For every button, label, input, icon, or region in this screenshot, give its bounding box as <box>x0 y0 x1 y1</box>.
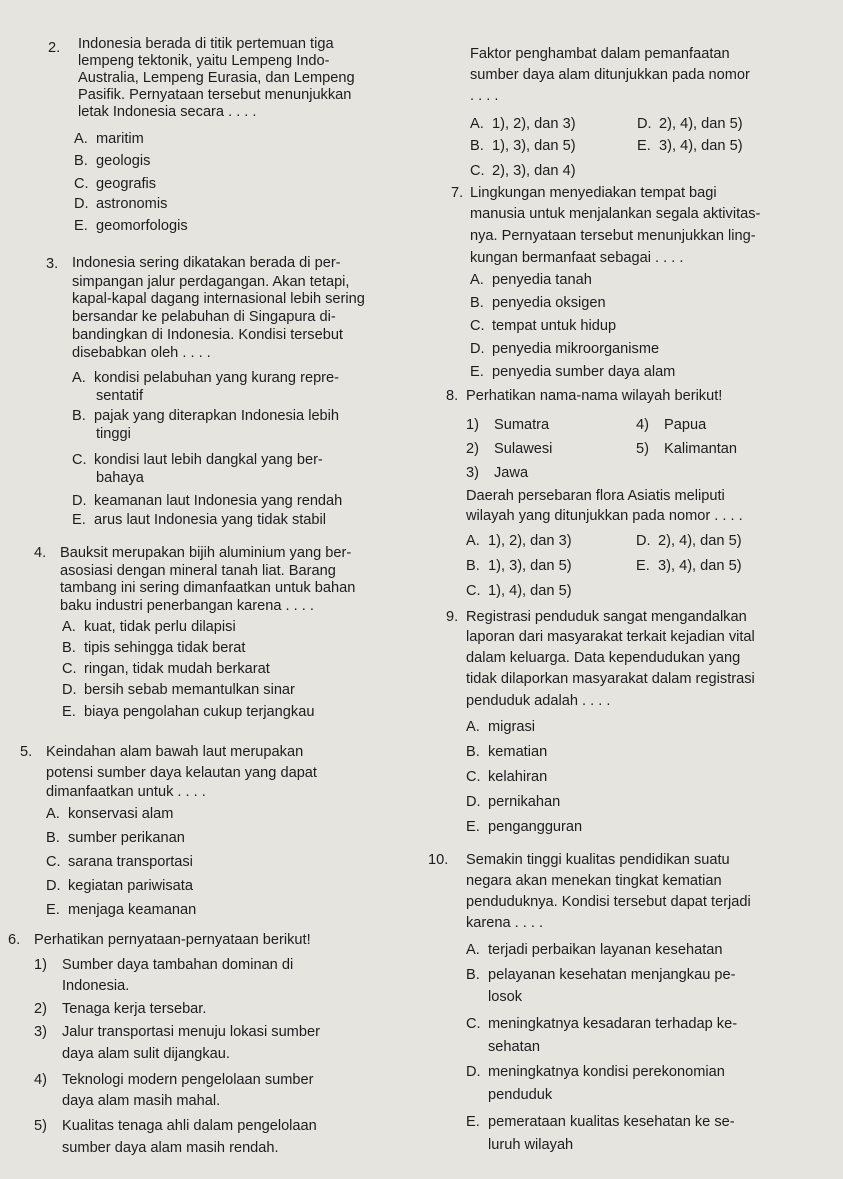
option-c[interactable]: C. kondisi laut lebih dangkal yang ber- <box>72 452 323 468</box>
option-d[interactable]: D. penyedia mikroorganisme <box>470 341 660 357</box>
question-stem-line: dimanfaatkan untuk . . . . <box>46 784 206 800</box>
option-d-continuation: penduduk <box>488 1087 553 1103</box>
option-a[interactable]: A. maritim <box>74 131 144 147</box>
question-line: wilayah yang ditunjukkan pada nomor . . . . <box>466 508 743 524</box>
question-stem-line: asosiasi dengan mineral tanah liat. Barang <box>60 563 336 579</box>
option-a-continuation: sentatif <box>96 388 144 404</box>
question-stem-line: karena . . . . <box>466 915 544 931</box>
option-a[interactable]: A. kuat, tidak perlu dilapisi <box>62 619 236 635</box>
question-stem-line: lempeng tektonik, yaitu Lempeng Indo- <box>78 53 330 69</box>
question-stem-line: laporan dari masyarakat terkait kejadian vital <box>466 629 755 645</box>
statement-4: 4) Teknologi modern pengelolaan sumber <box>34 1072 314 1088</box>
statement-continuation: Indonesia. <box>62 978 130 994</box>
option-e[interactable]: E. penyedia sumber daya alam <box>470 364 676 380</box>
option-b[interactable]: B. sumber perikanan <box>46 830 185 846</box>
statement-5: 5) Kualitas tenaga ahli dalam pengelolaan <box>34 1118 317 1134</box>
question-line: Daerah persebaran flora Asiatis meliputi <box>466 488 725 504</box>
question-stem-line: Lingkungan menyediakan tempat bagi <box>470 185 717 201</box>
question-stem-line: nya. Pernyataan tersebut menunjukkan ling- <box>470 228 756 244</box>
region-2: 2) Sulawesi <box>466 441 553 457</box>
question-stem-line: Registrasi penduduk sangat mengandalkan <box>466 609 747 625</box>
question-number: 7. <box>451 185 464 201</box>
option-c-continuation: bahaya <box>96 470 144 486</box>
option-d[interactable]: D. pernikahan <box>466 794 561 810</box>
option-b[interactable]: B. kematian <box>466 744 548 760</box>
option-d[interactable]: D. 2), 4), dan 5) <box>637 116 743 132</box>
question-number: 5. <box>20 744 33 760</box>
question-stem-line: baku industri penerbangan karena . . . . <box>60 598 314 614</box>
question-stem-line: dalam keluarga. Data kependudukan yang <box>466 650 741 666</box>
question-stem-line: Semakin tinggi kualitas pendidikan suatu <box>466 852 730 868</box>
question-stem-line: kapal-kapal dagang internasional lebih sering <box>72 291 365 307</box>
question-stem-line: penduduknya. Kondisi tersebut dapat terjadi <box>466 894 751 910</box>
option-e[interactable]: E. pengangguran <box>466 819 583 835</box>
option-e[interactable]: E. arus laut Indonesia yang tidak stabil <box>72 512 327 528</box>
region-5: 5) Kalimantan <box>636 441 738 457</box>
option-a[interactable]: A. migrasi <box>466 719 536 735</box>
option-d[interactable]: D. astronomis <box>74 196 168 212</box>
option-e[interactable]: E. geomorfologis <box>74 218 188 234</box>
statement-continuation: daya alam sulit dijangkau. <box>62 1046 230 1062</box>
question-stem-line: potensi sumber daya kelautan yang dapat <box>46 765 317 781</box>
option-c[interactable]: C. 2), 3), dan 4) <box>470 163 576 179</box>
question-stem-line: negara akan menekan tingkat kematian <box>466 873 722 889</box>
statement-3: 3) Jalur transportasi menuju lokasi sumber <box>34 1024 320 1040</box>
option-e[interactable]: E. menjaga keamanan <box>46 902 197 918</box>
option-b[interactable]: B. geologis <box>74 153 151 169</box>
question-stem-line: penduduk adalah . . . . <box>466 693 611 709</box>
option-d[interactable]: D. 2), 4), dan 5) <box>636 533 742 549</box>
question-number: 4. <box>34 545 47 561</box>
question-stem-line: . . . . <box>470 88 499 104</box>
option-a[interactable]: A. konservasi alam <box>46 806 174 822</box>
option-e[interactable]: E. biaya pengolahan cukup terjangkau <box>62 704 315 720</box>
option-c[interactable]: C. kelahiran <box>466 769 548 785</box>
question-stem-line: Australia, Lempeng Eurasia, dan Lempeng <box>78 70 355 86</box>
question-stem-line: disebabkan oleh . . . . <box>72 345 211 361</box>
question-stem-line: simpangan jalur perdagangan. Akan tetapi, <box>72 274 350 290</box>
option-c[interactable]: C. meningkatnya kesadaran terhadap ke- <box>466 1016 738 1032</box>
option-d[interactable]: D. kegiatan pariwisata <box>46 878 193 894</box>
question-number: 2. <box>48 40 61 56</box>
question-stem-line: letak Indonesia secara . . . . <box>78 104 257 120</box>
option-a[interactable]: A. 1), 2), dan 3) <box>466 533 572 549</box>
option-b[interactable]: B. pelayanan kesehatan menjangkau pe- <box>466 967 736 983</box>
question-stem-line: Bauksit merupakan bijih aluminium yang ber- <box>60 545 352 561</box>
question-number: 9. <box>446 609 459 625</box>
option-d[interactable]: D. keamanan laut Indonesia yang rendah <box>72 493 343 509</box>
statement-continuation: sumber daya alam masih rendah. <box>62 1140 279 1156</box>
question-number: 3. <box>46 256 59 272</box>
option-c[interactable]: C. 1), 4), dan 5) <box>466 583 572 599</box>
question-stem-line: Pasifik. Pernyataan tersebut menunjukkan <box>78 87 352 103</box>
question-number: 6. <box>8 932 21 948</box>
question-stem-line: Indonesia sering dikatakan berada di per- <box>72 255 341 271</box>
option-c[interactable]: C. tempat untuk hidup <box>470 318 617 334</box>
question-number: 8. <box>446 388 459 404</box>
option-a[interactable]: A. penyedia tanah <box>470 272 592 288</box>
option-e-continuation: luruh wilayah <box>488 1137 574 1153</box>
region-1: 1) Sumatra <box>466 417 550 433</box>
question-stem: Perhatikan nama-nama wilayah berikut! <box>466 388 723 404</box>
option-b-continuation: losok <box>488 989 523 1005</box>
question-stem: Perhatikan pernyataan-pernyataan berikut! <box>34 932 311 948</box>
option-a[interactable]: A. terjadi perbaikan layanan kesehatan <box>466 942 723 958</box>
option-b[interactable]: B. penyedia oksigen <box>470 295 606 311</box>
option-a[interactable]: A. 1), 2), dan 3) <box>470 116 576 132</box>
option-b[interactable]: B. 1), 3), dan 5) <box>466 558 572 574</box>
statement-2: 2) Tenaga kerja tersebar. <box>34 1001 207 1017</box>
option-c[interactable]: C. sarana transportasi <box>46 854 193 870</box>
question-stem-line: tambang ini sering dimanfaatkan untuk bahan <box>60 580 356 596</box>
option-d[interactable]: D. meningkatnya kondisi perekonomian <box>466 1064 725 1080</box>
question-stem-line: sumber daya alam ditunjukkan pada nomor <box>470 67 750 83</box>
question-stem-line: Indonesia berada di titik pertemuan tiga <box>78 36 334 52</box>
question-stem-line: Faktor penghambat dalam pemanfaatan <box>470 46 730 62</box>
question-stem-line: tidak dilaporkan masyarakat dalam registrasi <box>466 671 755 687</box>
question-stem-line: bersandar ke pelabuhan di Singapura di- <box>72 309 336 325</box>
region-3: 3) Jawa <box>466 465 529 481</box>
question-stem-line: bandingkan di Indonesia. Kondisi tersebut <box>72 327 343 343</box>
question-stem-line: manusia untuk menjalankan segala aktivitas- <box>470 206 761 222</box>
option-e[interactable]: E. 3), 4), dan 5) <box>637 138 743 154</box>
question-number: 10. <box>428 852 449 868</box>
option-b[interactable]: B. 1), 3), dan 5) <box>470 138 576 154</box>
option-c-continuation: sehatan <box>488 1039 540 1055</box>
option-b[interactable]: B. tipis sehingga tidak berat <box>62 640 246 656</box>
option-c[interactable]: C. geografis <box>74 176 157 192</box>
option-d[interactable]: D. bersih sebab memantulkan sinar <box>62 682 295 698</box>
option-b-continuation: tinggi <box>96 426 131 442</box>
option-c[interactable]: C. ringan, tidak mudah berkarat <box>62 661 270 677</box>
option-a[interactable]: A. kondisi pelabuhan yang kurang repre- <box>72 370 340 386</box>
statement-continuation: daya alam masih mahal. <box>62 1093 221 1109</box>
option-e[interactable]: E. pemerataan kualitas kesehatan ke se- <box>466 1114 735 1130</box>
option-b[interactable]: B. pajak yang diterapkan Indonesia lebih <box>72 408 340 424</box>
statement-1: 1) Sumber daya tambahan dominan di <box>34 957 294 973</box>
question-stem-line: Keindahan alam bawah laut merupakan <box>46 744 304 760</box>
option-e[interactable]: E. 3), 4), dan 5) <box>636 558 742 574</box>
region-4: 4) Papua <box>636 417 707 433</box>
question-stem-line: kungan bermanfaat sebagai . . . . <box>470 250 684 266</box>
